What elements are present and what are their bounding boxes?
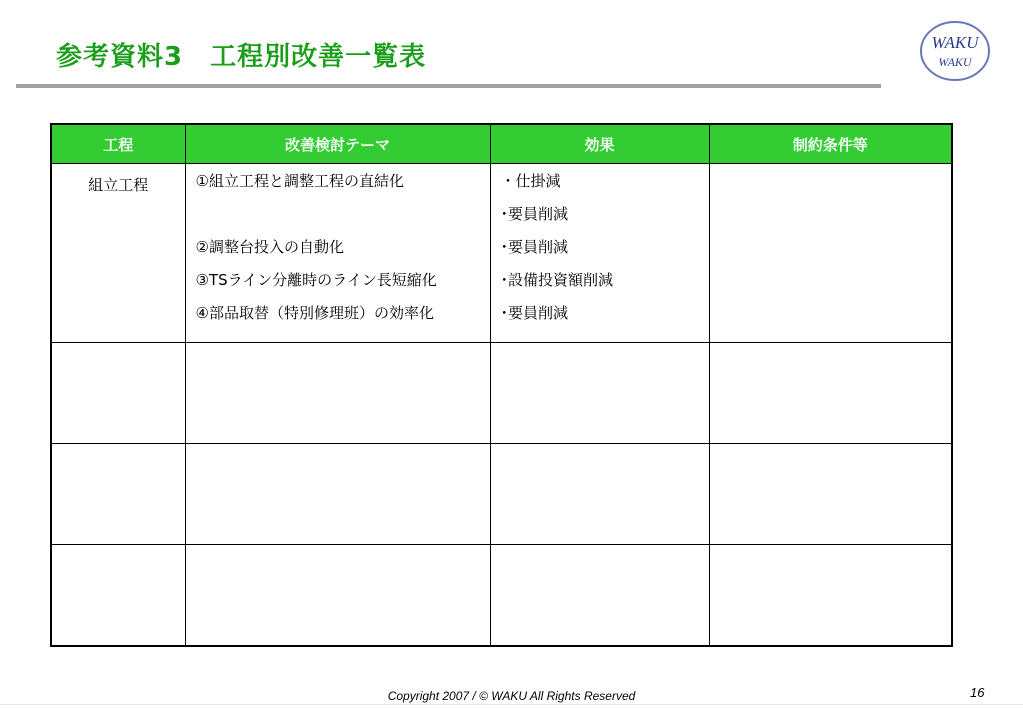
empty-cell [185, 444, 490, 545]
header-constraints: 制約条件等 [709, 124, 952, 164]
empty-cell [51, 545, 185, 647]
table-row [51, 444, 952, 545]
theme-line: ②調整台投入の自動化 [195, 238, 344, 256]
empty-cell [490, 444, 709, 545]
theme-line: ①組立工程と調整工程の直結化 [195, 172, 404, 190]
theme-line [196, 205, 490, 238]
theme-line: ③TSライン分離時のライン長短縮化 [195, 271, 437, 289]
table-row [51, 545, 952, 647]
table-row [51, 343, 952, 444]
process-cell: 組立工程 [51, 164, 185, 343]
effect-cell [490, 164, 709, 343]
page-title: 参考資料3 工程別改善一覧表 [56, 42, 427, 72]
empty-cell [709, 343, 952, 444]
header-theme: 改善検討テーマ [185, 124, 490, 164]
copyright-footer: Copyright 2007 / © WAKU All Rights Reserved [387, 689, 636, 703]
empty-cell [51, 444, 185, 545]
effect-line: ･要員削減 [500, 304, 569, 322]
empty-cell [490, 343, 709, 444]
effect-line: ・仕掛減 [500, 172, 561, 190]
empty-cell [185, 343, 490, 444]
table-header-row [51, 124, 952, 164]
footer-divider [0, 704, 1023, 705]
logo-text-top: WAKU [931, 33, 979, 52]
effect-line: ･要員削減 [500, 205, 569, 223]
empty-cell [185, 545, 490, 647]
page-number: 16 [970, 685, 985, 700]
improvement-table [50, 123, 953, 647]
logo-text-bottom: WAKU [938, 55, 972, 69]
theme-cell [185, 164, 490, 343]
header-process: 工程 [51, 124, 185, 164]
table-row [51, 164, 952, 343]
effect-line: ･要員削減 [500, 238, 569, 256]
constraints-cell [709, 164, 952, 343]
empty-cell [709, 545, 952, 647]
empty-cell [51, 343, 185, 444]
theme-line: ④部品取替（特別修理班）の効率化 [195, 304, 434, 322]
empty-cell [490, 545, 709, 647]
empty-cell [709, 444, 952, 545]
effect-line: ･設備投資額削減 [500, 271, 614, 289]
header-effect: 効果 [490, 124, 709, 164]
waku-logo [919, 20, 991, 82]
title-underline [16, 84, 881, 88]
